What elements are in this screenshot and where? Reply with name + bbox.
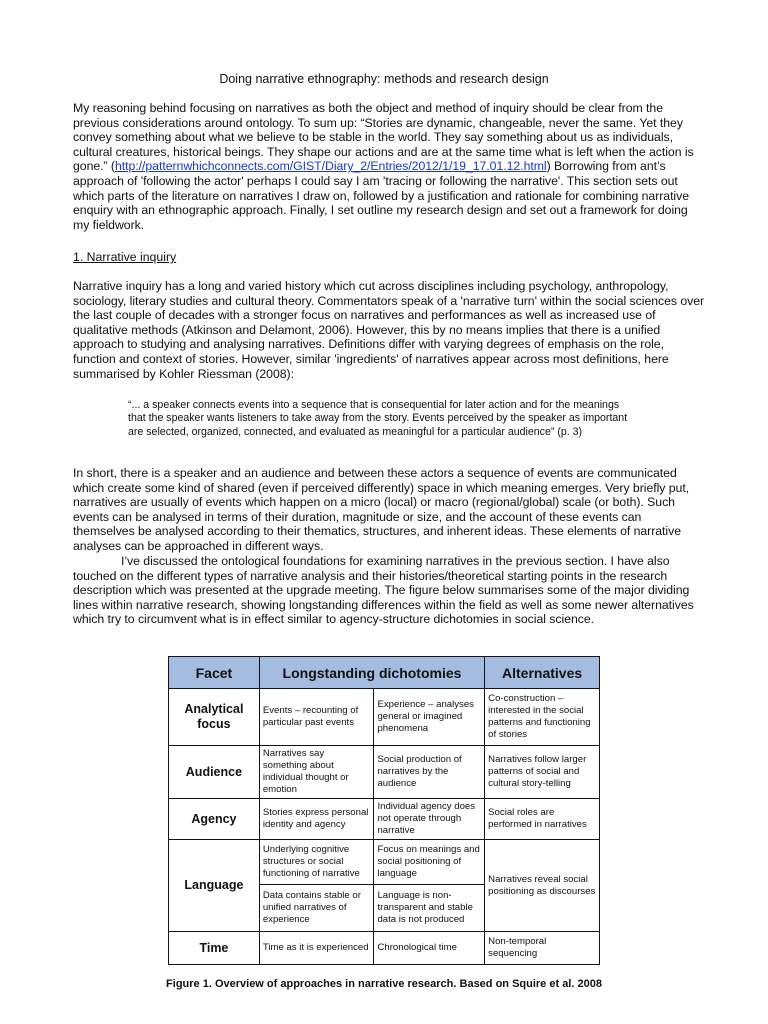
dichotomy-a-cell: Data contains stable or unified narratives of experience (259, 885, 374, 932)
intro-text-before-link: My reasoning behind focusing on narratives as both the object and method of inquiry should be clear from the previous considerations around ontology. To sum up: “Stories are dynamic, changeable, never the same. Yet they convey something about what we believe to be stable in the world. They say something about us as individuals, cultural creatures, historical beings. They shape our actions and are at the same time what is left when the action is gone.” ( (73, 101, 694, 174)
document-title: Doing narrative ethnography: methods and research design (219, 72, 549, 86)
table-row (169, 746, 600, 799)
header-facet: Facet (169, 657, 260, 689)
summary-paragraph: In short, there is a speaker and an audience and between these actors a sequence of events are communicated which create some kind of shared (even if perceived differently) space in which meaning emerges. Very briefly put, narratives are usually of events which happen on a micro (local) or macro (regional/global) scale (or both). Such events can be analysed in terms of their duration, magnitude or size, and the account of these events can themselves be analysed according to their thematics, structures, and inherent ideas. These elements of narrative analyses can be approached in different ways. (73, 466, 690, 553)
dichotomy-a-cell: Time as it is experienced (259, 932, 374, 965)
section-heading: 1. Narrative inquiry (73, 250, 177, 264)
alternative-cell: Narratives follow larger patterns of social and cultural story-telling (485, 746, 600, 799)
dichotomy-b-cell: Chronological time (374, 932, 485, 965)
dichotomy-a-cell: Underlying cognitive structures or social functioning of narrative (259, 840, 374, 885)
approaches-table (168, 656, 600, 965)
figure-intro-text: I’ve discussed the ontological foundations for examining narratives in the previous section. I have also touched on the different types of narrative analysis and their histories/theoretical starting points in the research description which was presented at the upgrade meeting. The figure below summarises some of the major dividing lines within narrative research, showing longstanding differences within the field as well as some newer alternatives which try to circumvent what is in effect similar to agency-structure dichotomies in social science. (73, 554, 694, 627)
table-header-row (169, 657, 600, 689)
alternative-cell: Social roles are performed in narratives (485, 799, 600, 840)
table-row (169, 932, 600, 965)
table-row (169, 689, 600, 746)
header-alternatives: Alternatives (485, 657, 600, 689)
dichotomy-b-cell: Social production of narratives by the audience (374, 746, 485, 799)
narrative-inquiry-paragraph: Narrative inquiry has a long and varied history which cut across disciplines including psychology, anthropology, sociology, literary studies and cultural theory. Commentators speak of a 'narrative turn' within the social sciences over the last couple of decades with a stronger focus on narratives and performances as well as increased use of qualitative methods (Atkinson and Delamont, 2006). However, this by no means implies that there is a unified approach to studying and analysing narratives. Definitions differ with varying degrees of emphasis on the role, function and context of stories. However, similar 'ingredients' of narratives appear across most definitions, here summarised by Kohler Riessman (2008): (73, 279, 705, 381)
facet-cell: Time (169, 932, 260, 965)
table-row (169, 840, 600, 885)
facet-cell: Audience (169, 746, 260, 799)
dichotomy-a-cell: Stories express personal identity and agency (259, 799, 374, 840)
figure-caption: Figure 1. Overview of approaches in narrative research. Based on Squire et al. 2008 (166, 978, 602, 990)
facet-cell: Agency (169, 799, 260, 840)
block-quote: “... a speaker connects events into a sequence that is consequential for later action and for the meanings that the speaker wants listeners to take away from the story. Events perceived by the speaker as important are selected, organized, connected, and evaluated as meaningful for a particular audience” (p. 3) (128, 399, 628, 438)
alternative-cell: Co-construction – interested in the social patterns and functioning of stories (485, 689, 600, 746)
figure-intro-paragraph (73, 554, 705, 627)
alternative-cell: Narratives reveal social positioning as discourses (485, 840, 600, 932)
alternative-cell: Non-temporal sequencing (485, 932, 600, 965)
dichotomy-b-cell: Language is non-transparent and stable data is not produced (374, 885, 485, 932)
table-row (169, 799, 600, 840)
dichotomy-b-cell: Experience – analyses general or imagined phenomena (374, 689, 485, 746)
intro-text-after-link: ) Borrowing from ant’s approach of 'following the actor' perhaps I could say I am 'tracing or following the narrative'. This section sets out which parts of the literature on narratives I draw on, followed by a justification and rationale for combining narrative enquiry with an ethnographic approach. Finally, I set outline my research design and set out a framework for doing my fieldwork. (73, 159, 690, 232)
dichotomy-a-cell: Events – recounting of particular past events (259, 689, 374, 746)
dichotomy-b-cell: Focus on meanings and social positioning of language (374, 840, 485, 885)
header-longstanding: Longstanding dichotomies (259, 657, 484, 689)
intro-paragraph (73, 101, 705, 232)
facet-cell: Language (169, 840, 260, 932)
dichotomy-a-cell: Narratives say something about individual thought or emotion (259, 746, 374, 799)
facet-cell: Analytical focus (169, 689, 260, 746)
dichotomy-b-cell: Individual agency does not operate through narrative (374, 799, 485, 840)
diary-link[interactable]: http://patternwhichconnects.com/GIST/Diary_2/Entries/2012/1/19_17.01.12.html (114, 159, 547, 174)
